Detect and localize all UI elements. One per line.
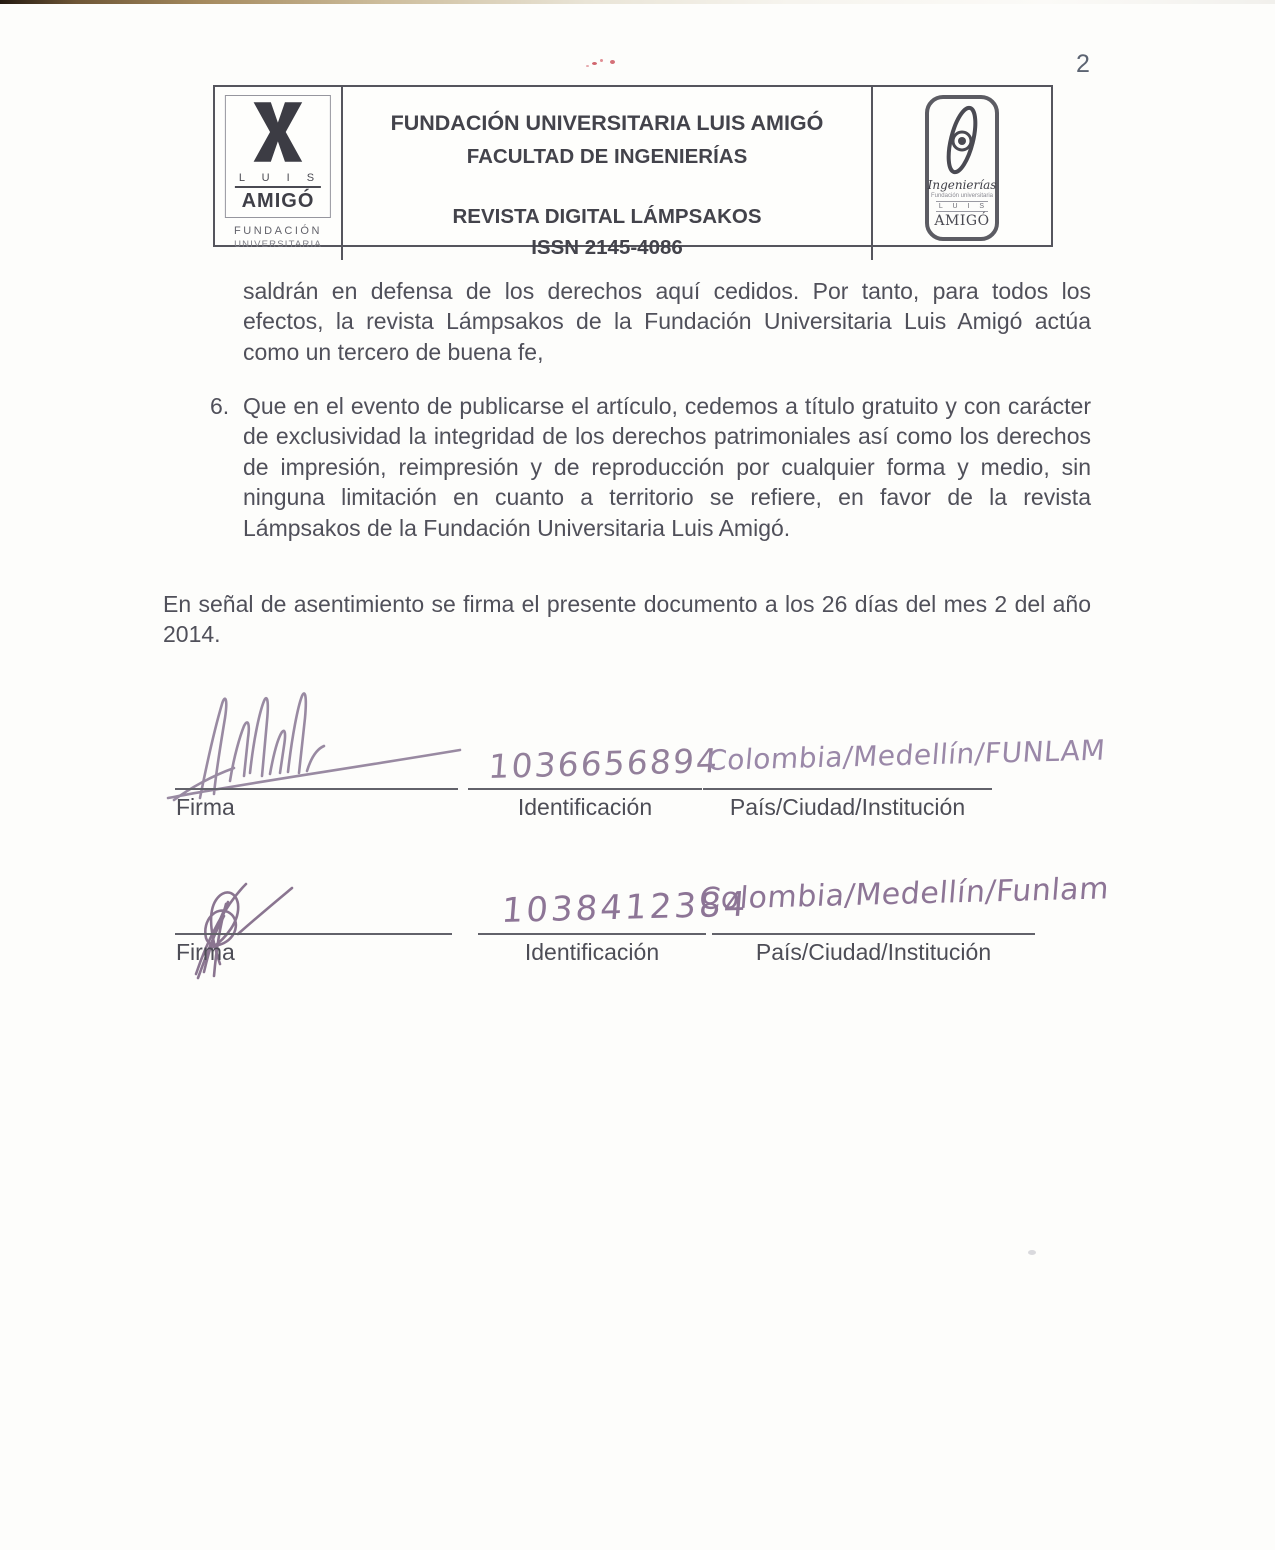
logo-luis-text: L U I S: [235, 170, 321, 188]
header-faculty: FACULTAD DE INGENIERÍAS: [466, 145, 748, 168]
header-table: [213, 85, 1053, 259]
signature-line-2: [175, 933, 452, 935]
closing-paragraph: En señal de asentimiento se firma el presente documento a los 26 días del mes 2 del año 2014.: [163, 591, 1091, 648]
scan-speck: [1028, 1250, 1036, 1255]
handwritten-id-1: 1036656894: [487, 740, 721, 786]
ingenierias-logo: [925, 95, 999, 241]
identification-line-1: [468, 788, 702, 790]
header-institution: FUNDACIÓN UNIVERSITARIA LUIS AMIGÓ: [390, 111, 824, 135]
pais-ciudad-label-2: País/Ciudad/Institución: [755, 939, 992, 965]
paragraph-continuation: saldrán en defensa de los derechos aquí cedidos. Por tanto, para todos los efectos, la revista Lámpsakos de la Fundación Universitaria Luis Amigó actúa como un tercero de buena fe,: [243, 278, 1091, 365]
scan-edge-artifact: [0, 0, 1275, 4]
header-cell-title: [343, 87, 873, 260]
signature-line-1: [175, 788, 458, 790]
handwritten-place-1: Colombia/Medellín/FUNLAM: [706, 733, 1107, 777]
ingenierias-luis: L U I S: [936, 201, 988, 212]
handwritten-place-2: Colombia/Medellín/Funlam: [698, 871, 1111, 917]
identificacion-label-2: Identificación: [524, 939, 660, 965]
list-item-6-text: Que en el evento de publicarse el artículo, cedemos a título gratuito y con carácter de exclusividad la integridad de los derechos patrimoniales así como los derechos de impresión, reimpresión y de reproducción por cualquier forma y medio, sin ninguna limitación en cuanto a territorio se refiere, en favor de la revista Lámpsakos de la Fundación Universitaria Luis Amigó.: [243, 393, 1091, 541]
signature-scribble-1: [160, 676, 480, 801]
ingenierias-name: Ingenierías: [927, 178, 997, 192]
handwritten-id-2: 1038412384: [500, 884, 751, 931]
identificacion-label-1: Identificación: [517, 794, 653, 820]
firma-label-2: Firma: [176, 939, 235, 965]
ingenierias-amigo: AMIGÓ: [934, 213, 990, 229]
pais-ciudad-label-1: País/Ciudad/Institución: [729, 794, 966, 820]
header-journal: REVISTA DIGITAL LÁMPSAKOS: [452, 205, 762, 228]
header-cell-left-logo: [215, 87, 343, 260]
list-item-6: [210, 391, 1091, 543]
logo-amigo-text: AMIGÓ: [241, 190, 315, 212]
ingenierias-eye-icon: [941, 103, 983, 177]
logo-universitaria-text: UNIVERSITARIA: [234, 239, 322, 250]
place-line-2: [712, 933, 1035, 935]
page-number: 2: [1076, 50, 1090, 78]
luis-amigo-logo: [225, 95, 331, 250]
firma-label-1: Firma: [176, 794, 235, 820]
ingenierias-sub: Fundación universitaria: [930, 193, 994, 199]
list-item-6-number: 6.: [210, 393, 230, 419]
identification-line-2: [478, 933, 706, 935]
luis-amigo-x-icon: [249, 101, 307, 163]
header-cell-right-logo: [873, 87, 1051, 260]
header-issn: ISSN 2145-4086: [531, 236, 683, 259]
place-line-1: [703, 788, 992, 790]
logo-fundacion-text: FUNDACIÓN: [234, 225, 322, 237]
